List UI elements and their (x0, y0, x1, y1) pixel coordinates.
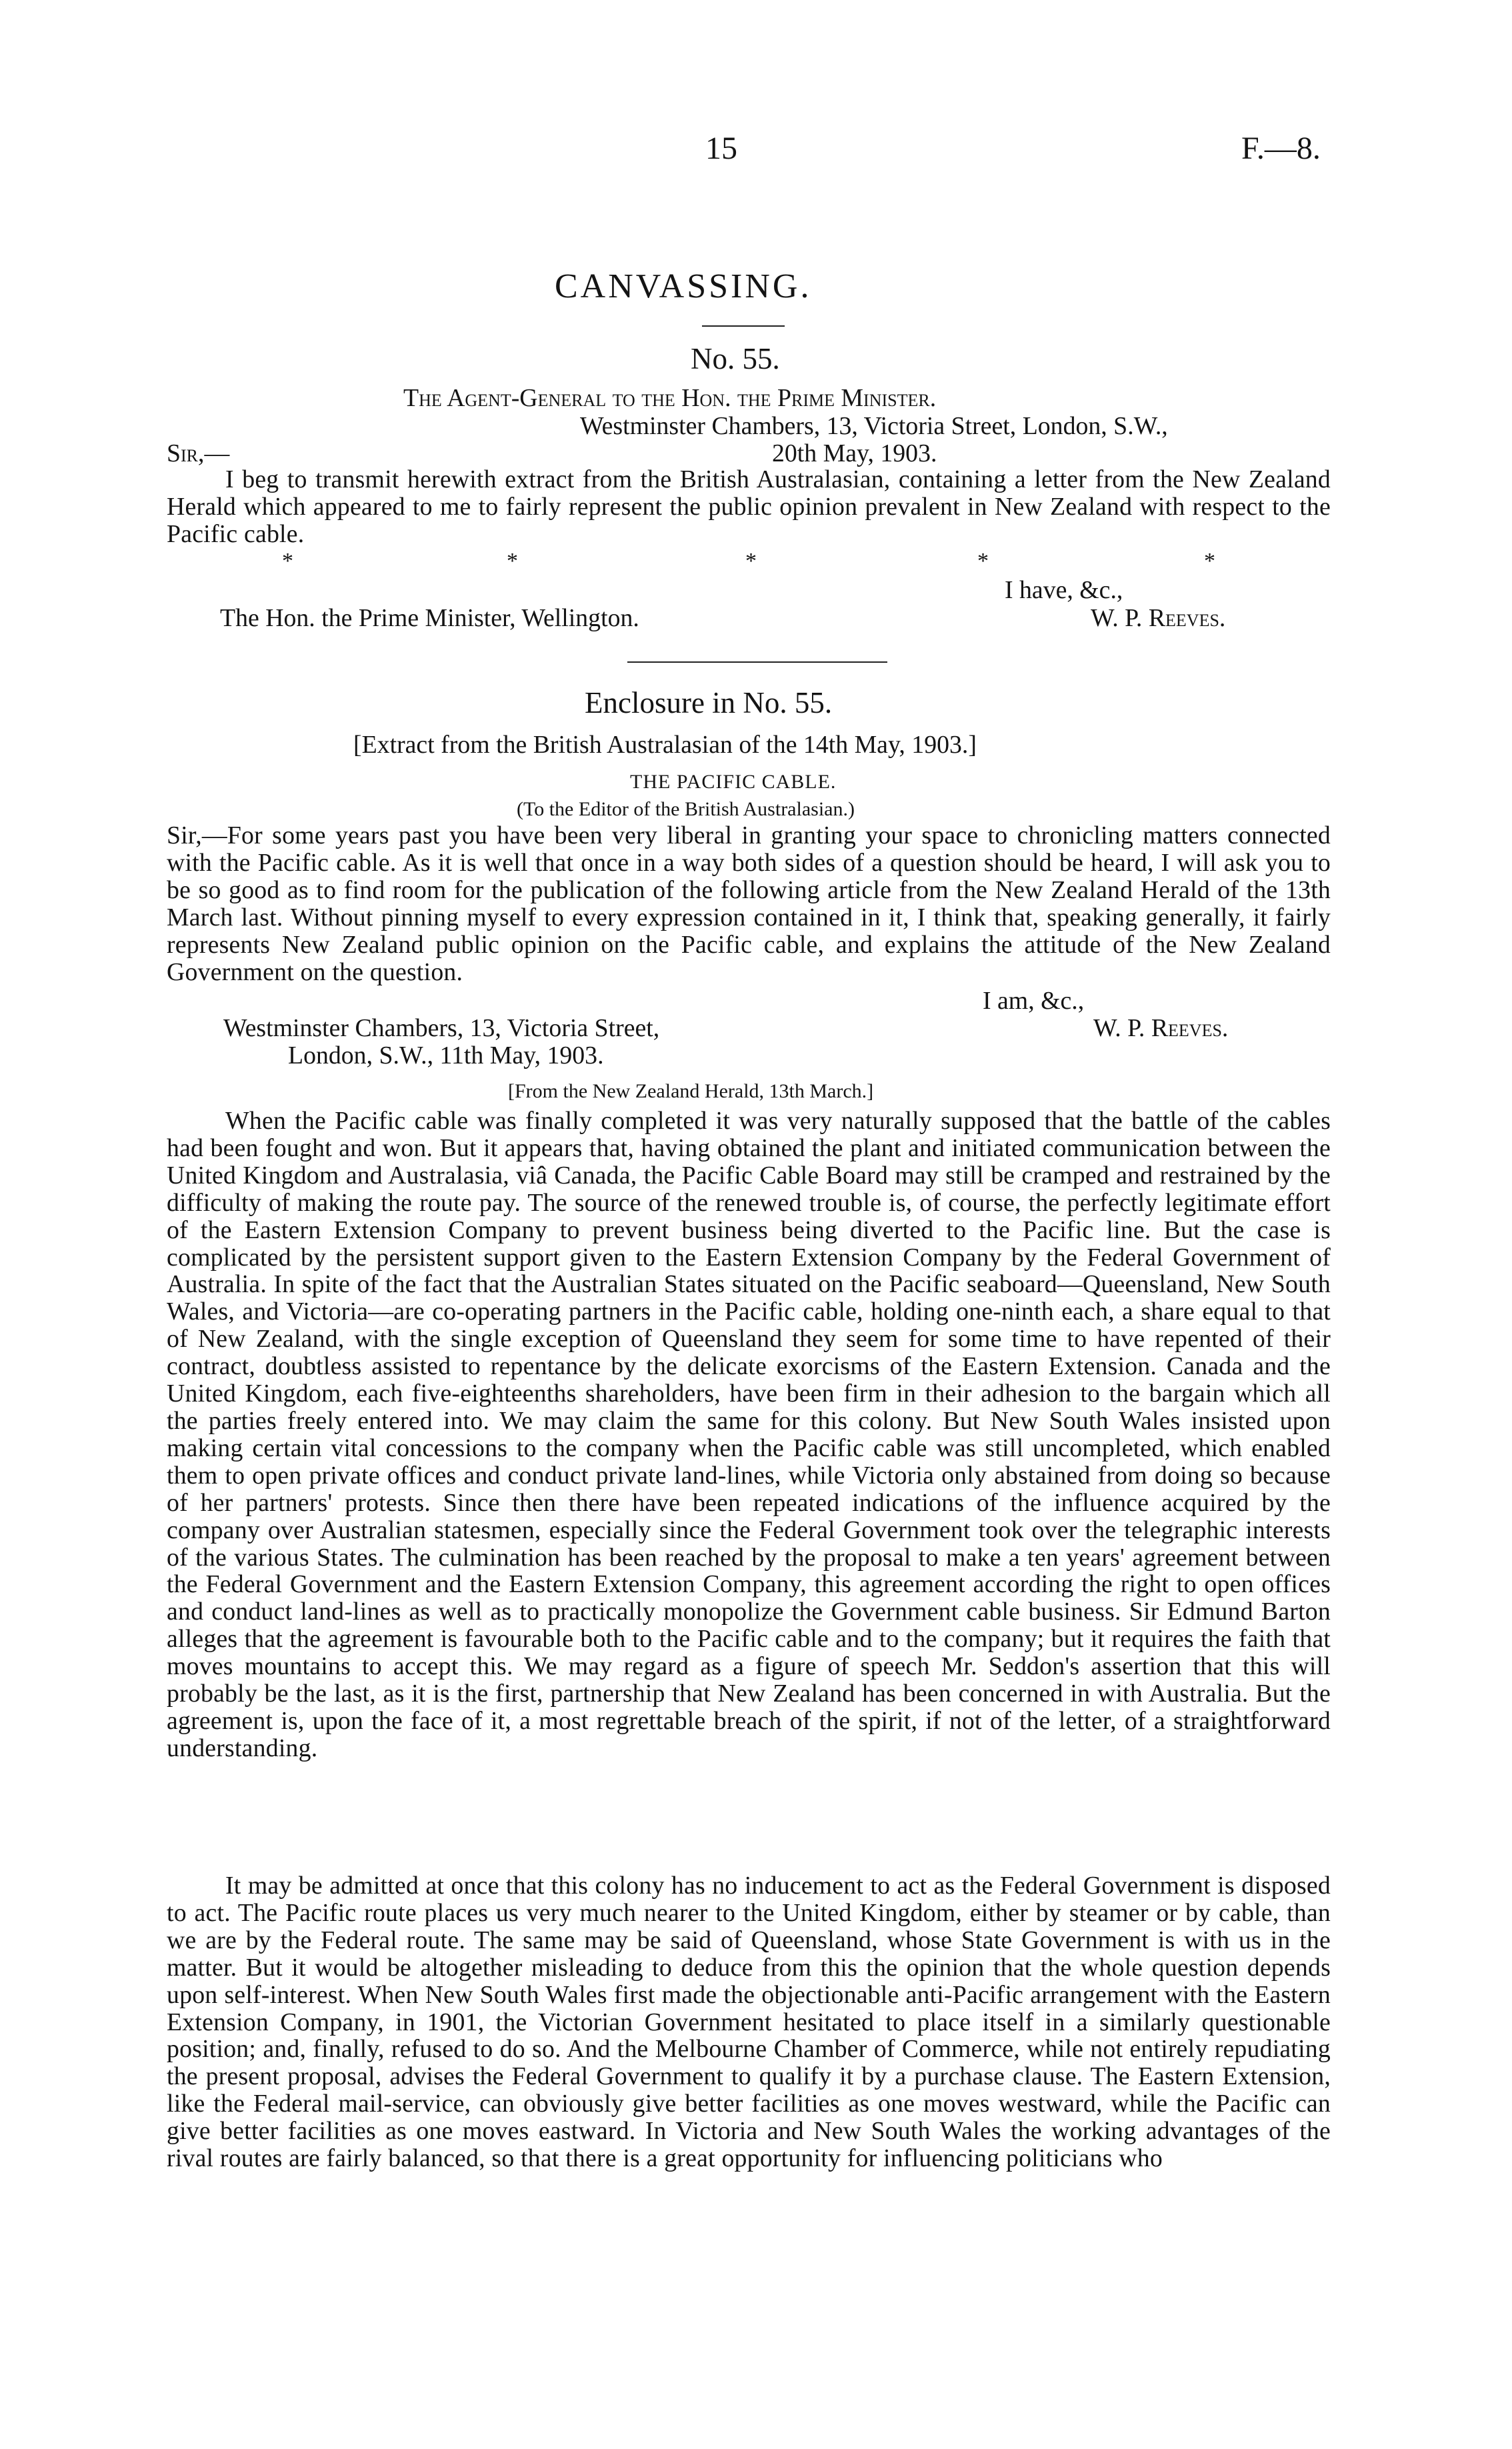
herald-source-line: [From the New Zealand Herald, 13th March.] (508, 1080, 874, 1102)
extract-line: [Extract from the British Australasian of the 14th May, 1903.] (353, 731, 977, 759)
enclosure-heading: Enclosure in No. 55. (585, 686, 833, 719)
editor-letter-text: Sir,—For some years past you have been very liberal in granting your space to chronicling matters connected with the Pacific cable. As it is well that once in a way both sides of a question should be heard, I will ask you to be so good as to find room for the publication of the following article from the New Zealand Herald of the 13th March last. Without pinning myself to every expression contained in it, I think that, speaking generally, it fairly represents New Zealand public opinion on the Pacific cable, and explains the attitude of the New Zealand Government on the question. (167, 821, 1331, 986)
letter-closing: I have, &c., (1005, 576, 1123, 604)
page-number: 15 (705, 131, 737, 166)
sender-address-1: Westminster Chambers, 13, Victoria Street, (223, 1014, 660, 1042)
letter-salutation: Sir,— (167, 439, 230, 467)
section-divider (627, 661, 887, 663)
paper-reference: F.—8. (1241, 131, 1321, 166)
asterisk-4: * (977, 549, 989, 573)
letter-body: I beg to transmit herewith extract from the British Australasian, containing a letter from the New Zealand Herald which appeared to me to fairly represent the public opinion prevalent in New Zealand with respect to the Pacific cable. (167, 465, 1331, 548)
title-divider (702, 325, 785, 327)
letter-date: 20th May, 1903. (772, 439, 937, 467)
to-editor-line: (To the Editor of the British Australasian.) (517, 798, 855, 820)
sender-address-2: London, S.W., 11th May, 1903. (288, 1041, 604, 1069)
asterisk-5: * (1204, 549, 1215, 573)
asterisk-2: * (507, 549, 518, 573)
editor-letter-closing: I am, &c., (983, 987, 1085, 1015)
letter-from-to: The Agent-General to the Hon. the Prime Minister. (403, 384, 937, 412)
article-paragraph-2: It may be admitted at once that this colony has no inducement to act as the Federal Government is disposed to act. The Pacific route places us very much nearer to the United Kingdom, either by steamer or by cable, than we are by the Federal route. The same may be said of Queensland, whose State Government is with us in the matter. But it would be altogether misleading to deduce from this the opinion that the whole question depends upon self-interest. When New South Wales first made the objectionable anti-Pacific arrangement with the Eastern Extension Company, in 1901, the Victorian Government hesitated to place itself in a similarly questionable position; and, finally, refused to do so. And the Melbourne Chamber of Commerce, while not entirely repudiating the present proposal, advises the Federal Government to qualify it by a purchase clause. The Eastern Extension, like the Federal mail-service, can obviously give better facilities as one moves westward, while the Pacific can give better facilities as one moves eastward. In Victoria and New South Wales the working advantages of the rival routes are fairly balanced, so that there is a great opportunity for influencing politicians who (167, 1872, 1331, 2173)
editor-letter-signature: W. P. Reeves. (1093, 1014, 1229, 1042)
article-subtitle: THE PACIFIC CABLE. (630, 771, 837, 793)
article-paragraph-1: When the Pacific cable was finally completed it was very naturally supposed that the battle of the cables had been fought and won. But it appears that, having obtained the plant and initiated communication between the United Kingdom and Australasia, viâ Canada, the Pacific Cable Board may still be cramped and restrained by the difficulty of making the route pay. The source of the renewed trouble is, of course, the perfectly legitimate effort of the Eastern Extension Company to prevent business being diverted to the Pacific line. But the case is complicated by the persistent support given to the Eastern Extension Company by the Federal Government of Australia. In spite of the fact that the Australian States situated on the Pacific seaboard—Queensland, New South Wales, and Victoria—are co-operating partners in the Pacific cable, holding one-ninth each, a share equal to that of New Zealand, with the single exception of Queensland they seem for some time to have repented of their contract, doubtless assisted to repentance by the delicate exorcisms of the Eastern Extension. Canada and the United Kingdom, each five-eighteenths shareholders, have been firm in their adhesion to the bargain which all the parties freely entered into. We may claim the same for this colony. But New South Wales insisted upon making certain vital concessions to the company when the Pacific cable was still uncompleted, which enabled them to open private offices and conduct private land-lines, while Victoria only abstained from doing so because of her partners' protests. Since then there have been repeated indications of the influence acquired by the company over Australian statesmen, especially since the Federal Government took over the telegraphic interests of the various States. The culmination has been reached by the proposal to make a ten years' agreement between the Federal Government and the Eastern Extension Company, this agreement according the right to open offices and conduct land-lines as well as to practically monopolize the Government cable business. Sir Edmund Barton alleges that the agreement is favourable both to the Pacific cable and to the company; but it requires the faith that moves mountains to accept this. We may regard as a figure of speech Mr. Seddon's assertion that this will probably be the last, as it is the first, partnership that New Zealand has been concerned in with Australia. But the agreement is, upon the face of it, a most regrettable breach of the spirit, if not of the letter, of a straightforward understanding. (167, 1107, 1331, 1762)
letter-address: Westminster Chambers, 13, Victoria Street, London, S.W., (580, 412, 1168, 440)
section-title: CANVASSING. (555, 267, 812, 305)
letter-number: No. 55. (691, 342, 780, 375)
letter-addressee: The Hon. the Prime Minister, Wellington. (220, 604, 639, 632)
asterisk-1: * (282, 549, 293, 573)
asterisk-3: * (745, 549, 757, 573)
letter-signature: W. P. Reeves. (1091, 604, 1226, 632)
